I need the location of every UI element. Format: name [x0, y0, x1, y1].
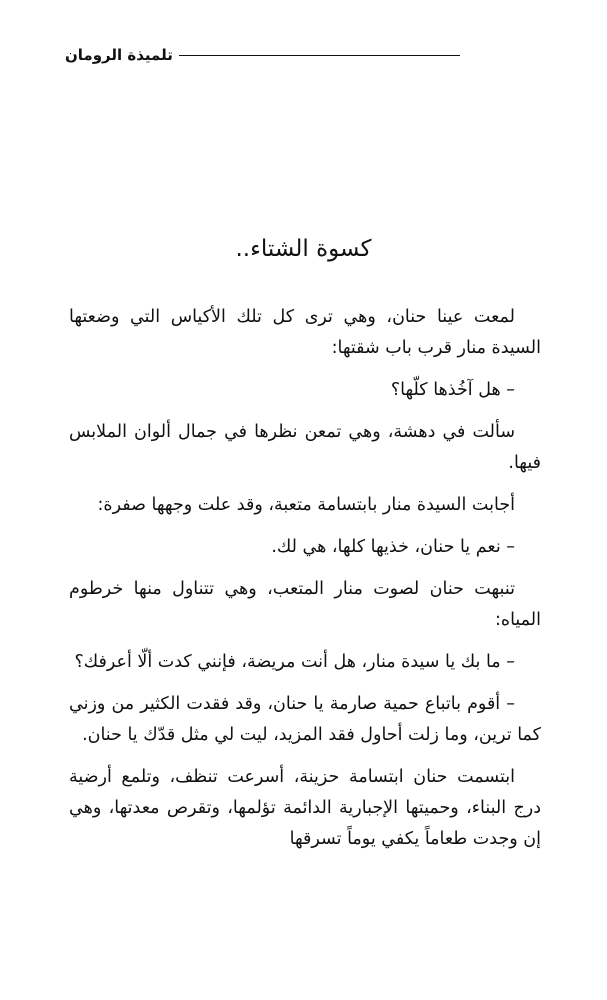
dialog-line: – أقوم باتباع حمية صارمة يا حنان، وقد فقدت الكثير من وزني كما ترين، وما زلت أحاول فقد المزيد، ليت لي مثل قدّك يا حنان.: [69, 694, 541, 745]
running-header: [65, 40, 460, 70]
paragraph: لمعت عينا حنان، وهي ترى كل تلك الأكياس التي وضعتها السيدة منار قرب باب شقتها:: [69, 307, 541, 358]
dialog-line: – نعم يا حنان، خذيها كلها، هي لك.: [271, 537, 515, 557]
body-text: [69, 302, 541, 866]
paragraph: ابتسمت حنان ابتسامة حزينة، أسرعت تنظف، وتلمع أرضية درج البناء، وحميتها الإجبارية الدائمة تؤلمها، وتقرص معدتها، وهي إن وجدت طعاماً يكفي يوماً تسرقها: [69, 767, 541, 849]
chapter-title: كسوة الشتاء..: [235, 236, 372, 262]
paragraph: أجابت السيدة منار بابتسامة متعبة، وقد علت وجهها صفرة:: [97, 495, 515, 515]
paragraph: تنبهت حنان لصوت منار المتعب، وهي تتناول منها خرطوم المياه:: [69, 579, 541, 630]
paragraph: سألت في دهشة، وهي تمعن نظرها في جمال ألوان الملابس فيها.: [69, 422, 541, 473]
running-header-title: تلميذة الرومان: [65, 46, 173, 64]
dialog-line: – هل آخُذها كلّها؟: [390, 380, 515, 400]
dialog-line: – ما بك يا سيدة منار، هل أنت مريضة، فإنني كدت ألّا أعرفك؟: [74, 652, 515, 672]
header-rule: [179, 55, 460, 56]
